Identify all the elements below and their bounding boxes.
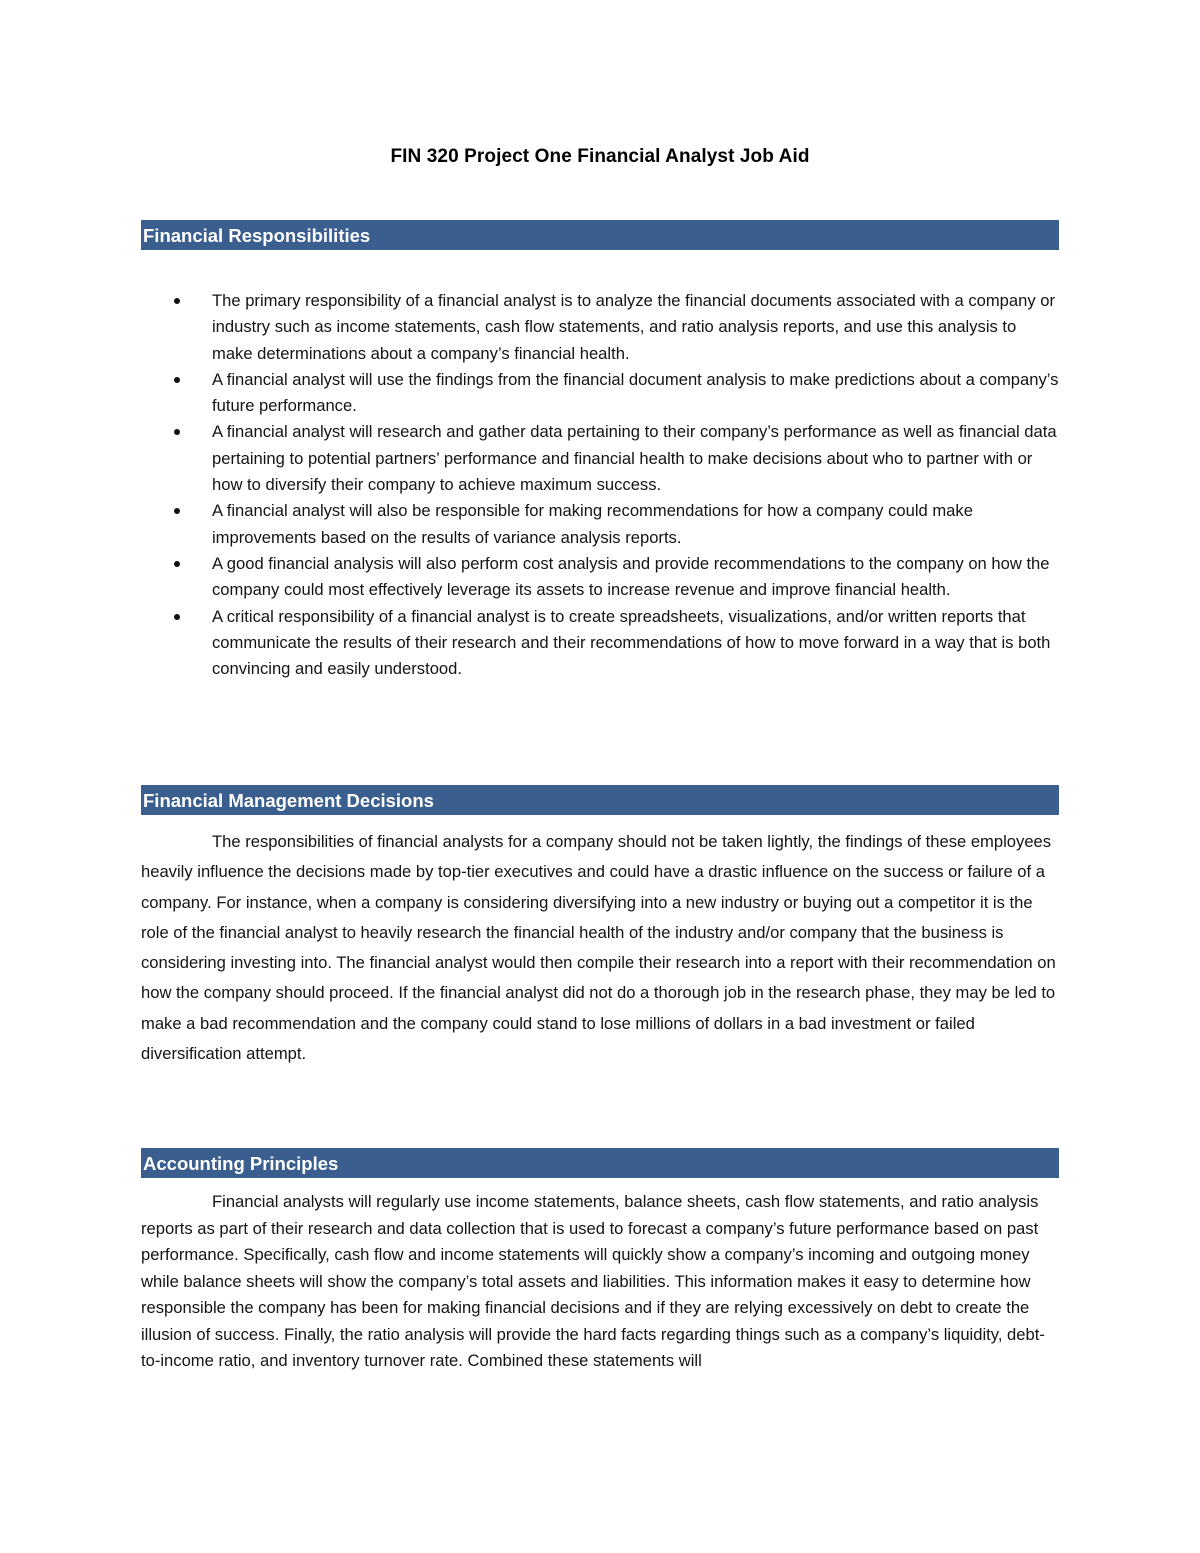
bullet-text: A good financial analysis will also perform cost analysis and provide recommendations to the company on how the company could most effectively leverage its assets to increase revenue and improve financial health. (212, 553, 1050, 600)
section-heading-label: Accounting Principles (143, 1153, 339, 1174)
document-title: FIN 320 Project One Financial Analyst Job Aid (390, 146, 810, 167)
section-heading-financial-responsibilities (141, 220, 1059, 250)
list-item (141, 288, 1061, 367)
bullet-text: The primary responsibility of a financial analyst is to analyze the financial documents associated with a company or industry such as income statements, cash flow statements, and ratio analysis reports, and use this analysis to make determinations about a company’s financial health. (212, 291, 1056, 363)
section-heading-label: Financial Responsibilities (143, 225, 371, 246)
bullet-icon (174, 298, 180, 304)
bullet-icon (174, 429, 180, 435)
bullet-icon (174, 377, 180, 383)
list-item (141, 419, 1061, 498)
list-item (141, 498, 1061, 551)
bullet-text: A financial analyst will research and gather data pertaining to their company’s performance as well as financial data pertaining to potential partners’ performance and financial health to make decisions about who to partner with or how to diversify their company to achieve maximum success. (212, 422, 1057, 495)
bullet-text: A critical responsibility of a financial analyst is to create spreadsheets, visualizations, and/or written reports that communicate the results of their research and their recommendations of how to move forward in a way that is both convincing and easily understood. (212, 606, 1051, 679)
bullet-icon (174, 614, 180, 620)
list-item (141, 367, 1061, 420)
responsibilities-bullet-list (141, 288, 1061, 682)
section-heading-label: Financial Management Decisions (143, 790, 434, 811)
section-heading-financial-management-decisions (141, 785, 1059, 815)
bullet-icon (174, 561, 180, 567)
bullet-icon (174, 508, 180, 514)
list-item (141, 551, 1061, 604)
section-heading-accounting-principles (141, 1148, 1059, 1178)
bullet-text: A financial analyst will also be responsible for making recommendations for how a company could make improvements based on the results of variance analysis reports. (212, 501, 973, 547)
management-paragraph: The responsibilities of financial analysts for a company should not be taken lightly, the findings of these employees heavily influence the decisions made by top-tier executives and could have a drastic influence on the success or failure of a company. For instance, when a company is considering diversifying into a new industry or buying out a competitor it is the role of the financial analyst to heavily research the financial health of the industry and/or company that the business is considering investing into. The financial analyst would then compile their research into a report with their recommendation on how the company should proceed. If the financial analyst did not do a thorough job in the research phase, they may be led to make a bad recommendation and the company could stand to lose millions of dollars in a bad investment or failed diversification attempt. (141, 832, 1056, 1064)
accounting-paragraph: Financial analysts will regularly use income statements, balance sheets, cash flow statements, and ratio analysis reports as part of their research and data collection that is used to forecast a company’s future performance based on past performance. Specifically, cash flow and income statements will quickly show a company’s incoming and outgoing money while balance sheets will show the company’s total assets and liabilities. This information makes it easy to determine how responsible the company has been for making financial decisions and if they are relying excessively on debt to create the illusion of success. Finally, the ratio analysis will provide the hard facts regarding things such as a company’s liquidity, debt-to-income ratio, and inventory turnover rate. Combined these statements will (141, 1192, 1045, 1370)
list-item (141, 604, 1061, 683)
bullet-text: A financial analyst will use the findings from the financial document analysis to make predictions about a company’s future performance. (212, 369, 1059, 416)
